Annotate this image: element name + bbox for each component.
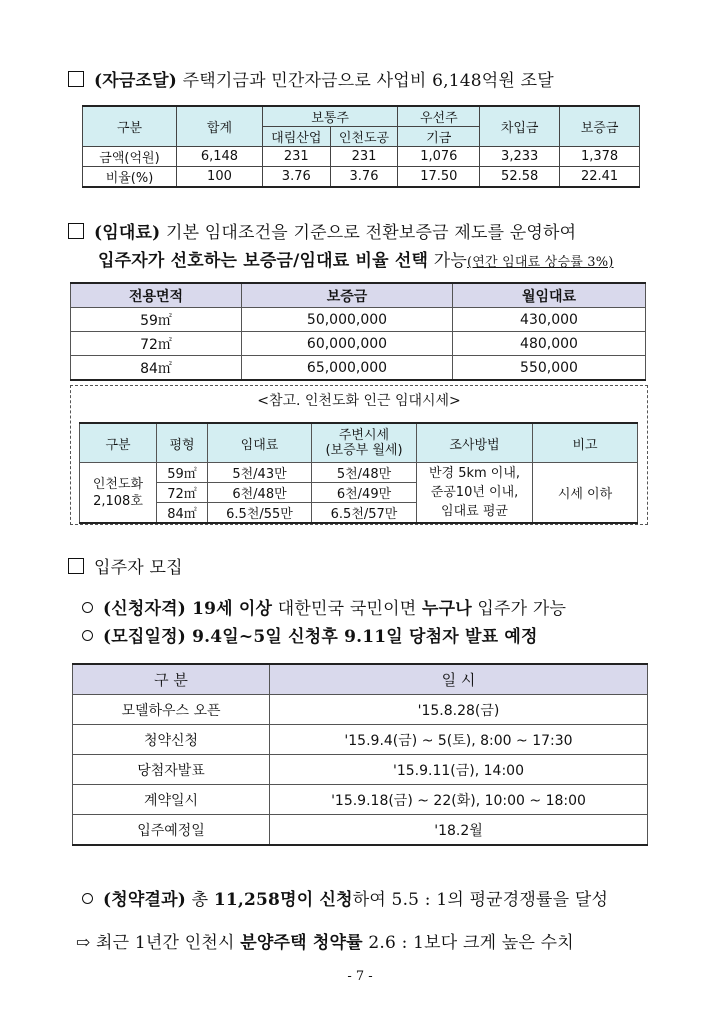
- bullet-result: [82, 885, 608, 910]
- rent-heading: (임대료): [94, 223, 161, 243]
- table-row: [73, 815, 648, 846]
- table-row: [83, 147, 640, 167]
- cell: 모델하우스 오픈: [73, 695, 270, 725]
- th-total: 합계: [177, 106, 263, 147]
- cell: 6.5천/57만: [312, 503, 417, 524]
- cell: 금액(억원): [83, 147, 177, 167]
- circle-bullet-icon: [82, 602, 93, 613]
- site-cell: 인천도화 2,108호: [80, 463, 157, 524]
- th-area: 전용면적: [71, 283, 242, 308]
- th-gubun: 구분: [80, 423, 157, 463]
- cell: 6.5천/55만: [208, 503, 312, 524]
- cell: 480,000: [453, 332, 646, 356]
- th-method: 조사방법: [417, 423, 533, 463]
- cell: 72㎡: [71, 332, 242, 356]
- result-mid1: 총: [185, 890, 214, 910]
- table-row: [71, 356, 646, 381]
- note-cell: 시세 이하: [533, 463, 638, 524]
- cell: '15.9.18(금) ~ 22(화), 10:00 ~ 18:00: [270, 785, 648, 815]
- th-datetime: 일 시: [270, 664, 648, 695]
- cell: 1,076: [398, 147, 480, 167]
- th-gubun: 구 분: [73, 664, 270, 695]
- cell: 50,000,000: [242, 308, 453, 332]
- cell: 231: [262, 147, 330, 167]
- th-preferred-stock: 우선주: [398, 106, 480, 127]
- th-market: 주변시세 (보증부 월세): [312, 423, 417, 463]
- cell: 3.76: [330, 167, 398, 188]
- cell: '15.9.11(금), 14:00: [270, 755, 648, 785]
- schedule-table: [72, 663, 648, 846]
- cell: 청약신청: [73, 725, 270, 755]
- rent-line-2: [98, 246, 614, 271]
- cell: 5천/48만: [312, 463, 417, 483]
- schedule-text: (모집일정) 9.4일~5일 신청후 9.11일 당첨자 발표 예정: [103, 627, 538, 647]
- circle-bullet-icon: [82, 630, 93, 641]
- reference-table: [79, 422, 638, 524]
- reference-title: <참고. 인천도화 인근 임대시세>: [257, 393, 461, 409]
- right-arrow-icon: ⇨: [76, 933, 91, 953]
- funding-text: 주택기금과 민간자금으로 사업비 6,148억원 조달: [176, 71, 554, 91]
- cell: 550,000: [453, 356, 646, 381]
- cell: 72㎡: [157, 483, 208, 503]
- result-count: 11,258명이 신청: [213, 890, 353, 910]
- cell: 1,378: [560, 147, 640, 167]
- cell: 당첨자발표: [73, 755, 270, 785]
- cell: 100: [177, 167, 263, 188]
- cell: 231: [330, 147, 398, 167]
- checkbox-square-icon: [68, 71, 84, 87]
- page-number: - 7 -: [347, 969, 373, 984]
- cell: 59㎡: [157, 463, 208, 483]
- bullet-schedule: [82, 622, 538, 647]
- th-fund: 기금: [398, 127, 480, 147]
- cell: 6천/48만: [208, 483, 312, 503]
- th-rent: 임대료: [208, 423, 312, 463]
- eligibility-tail: 입주가 가능: [471, 599, 567, 619]
- table-row: [80, 463, 638, 483]
- eligibility-mid: 대한민국 국민이면: [272, 599, 422, 619]
- rent-increase-note: (연간 임대료 상승률 3%): [466, 255, 614, 270]
- th-monthly-rent: 월임대료: [453, 283, 646, 308]
- table-row: [83, 167, 640, 188]
- bullet-eligibility: [82, 594, 566, 619]
- cell: 5천/43만: [208, 463, 312, 483]
- th-note: 비고: [533, 423, 638, 463]
- th-deposit: 보증금: [242, 283, 453, 308]
- arrow-bold: 분양주택 청약률: [240, 933, 363, 953]
- cell: 60,000,000: [242, 332, 453, 356]
- th-deposit: 보증금: [560, 106, 640, 147]
- eligibility-anyone: 누구나: [421, 599, 472, 619]
- cell: 계약일시: [73, 785, 270, 815]
- rent-table: [70, 282, 646, 381]
- cell: 22.41: [560, 167, 640, 188]
- table-row: [73, 755, 648, 785]
- cell: 6천/49만: [312, 483, 417, 503]
- th-pyeong: 평형: [157, 423, 208, 463]
- cell: 3.76: [262, 167, 330, 188]
- eligibility-head: (신청자격): [103, 599, 186, 619]
- table-row: [71, 332, 646, 356]
- result-head: (청약결과): [103, 890, 186, 910]
- cell: 65,000,000: [242, 356, 453, 381]
- checkbox-square-icon: [68, 558, 84, 574]
- arrow-tail: 2.6 : 1보다 크게 높은 수치: [362, 933, 574, 953]
- section-funding-line: [68, 66, 554, 91]
- arrow-pre: 최근 1년간 인천시: [90, 933, 241, 953]
- cell: 6,148: [177, 147, 263, 167]
- recruit-title: 입주자 모집: [94, 558, 183, 578]
- funding-heading: (자금조달): [94, 71, 177, 91]
- cell: 17.50: [398, 167, 480, 188]
- reference-box: [70, 385, 648, 525]
- rent-possible: 가능: [428, 251, 467, 271]
- th-daelim: 대림산업: [262, 127, 330, 147]
- th-common-stock: 보통주: [262, 106, 397, 127]
- cell: 84㎡: [157, 503, 208, 524]
- section-recruit-line: [68, 553, 183, 578]
- cell: '15.9.4(금) ~ 5(토), 8:00 ~ 17:30: [270, 725, 648, 755]
- th-gubun: 구분: [83, 106, 177, 147]
- arrow-note: [76, 928, 574, 953]
- cell: 84㎡: [71, 356, 242, 381]
- result-mid2: 하여 5.5 : 1의 평균경쟁률을 달성: [352, 890, 609, 910]
- section-rent-line: [68, 218, 576, 243]
- table-row: [73, 785, 648, 815]
- method-cell: 반경 5km 이내, 준공10년 이내, 임대료 평균: [417, 463, 533, 524]
- table-row: [71, 308, 646, 332]
- funding-table: [82, 105, 640, 188]
- table-row: [73, 725, 648, 755]
- checkbox-square-icon: [68, 223, 84, 239]
- cell: '15.8.28(금): [270, 695, 648, 725]
- rent-text: 기본 임대조건을 기준으로 전환보증금 제도를 운영하여: [160, 223, 577, 243]
- th-incheon: 인천도공: [330, 127, 398, 147]
- cell: 입주예정일: [73, 815, 270, 846]
- cell: 430,000: [453, 308, 646, 332]
- eligibility-age: 19세 이상: [185, 599, 273, 619]
- circle-bullet-icon: [82, 893, 93, 904]
- cell: 59㎡: [71, 308, 242, 332]
- cell: 비율(%): [83, 167, 177, 188]
- cell: '18.2월: [270, 815, 648, 846]
- rent-choice-bold: 입주자가 선호하는 보증금/임대료 비율 선택: [98, 251, 429, 271]
- th-loan: 차입금: [480, 106, 560, 147]
- cell: 52.58: [480, 167, 560, 188]
- table-row: [73, 695, 648, 725]
- cell: 3,233: [480, 147, 560, 167]
